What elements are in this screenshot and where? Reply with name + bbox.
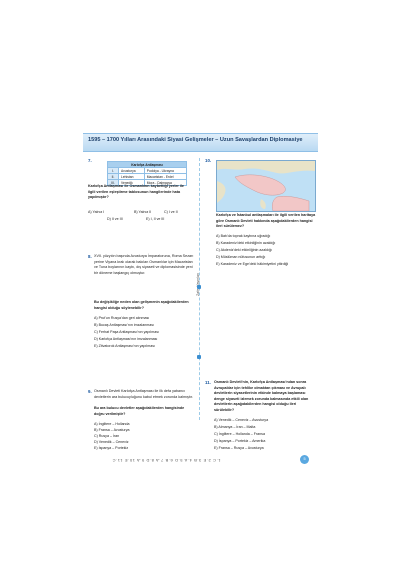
question-9-number: 9. (88, 389, 92, 394)
q7-table (107, 161, 187, 186)
question-9-stem: Osmanlı Devleti Karlofça Antlaşması ile ilk defa yabancı devletlerin ara bulucuyluğunu kabul etmek zorunda kalmıştır. (94, 389, 194, 399)
option-c[interactable]: C) Rusya – İran (94, 434, 120, 438)
table-cell: Mora - Dalmaçya (144, 180, 186, 186)
q7-table-title: Karlofça Antlaşması (108, 162, 187, 168)
question-11-number: 11. (205, 380, 211, 385)
table-cell: Macaristan - Erdel (144, 174, 186, 180)
ottoman-territory (235, 175, 285, 195)
option-e[interactable]: E) İspanya – Portekiz (94, 446, 129, 450)
question-8-number: 8. (88, 254, 92, 259)
option-b[interactable]: B) Yalnız II (134, 210, 152, 214)
question-11-stem: Osmanlı Devleti'nin, Karlofça Antlaşması'ndan sonra Avrupalılar için tehlike olmaktan çıkması ve Avrupalı devletlerin siyasetlerinin etkinde kalmaya başlaması denge siyaseti izlemek zorunda kalmasında etkili olan devletlerin aşağıdakilerden hangisi olduğu ileri sürülebilir? (214, 380, 309, 412)
table-cell: Avusturya (119, 168, 145, 174)
option-c[interactable]: C) Ferhat Paşa Antlaşması'nın yapılması (94, 330, 160, 334)
question-7-number: 7. (88, 158, 92, 163)
question-8-question: Bu değişikliğe neden olan gelişmenin aşağıdakilerden hangisi olduğu söylenebilir? (94, 300, 189, 310)
option-e[interactable]: E) Zitvatorok Antlaşması'nın yapılması (94, 344, 156, 348)
option-a[interactable]: A) Yalnız I (88, 210, 105, 214)
table-cell: III. (108, 180, 119, 186)
table-cell: I. (108, 168, 119, 174)
table-cell: Podolya - Ukrayna (144, 168, 186, 174)
option-c[interactable]: C) Akdeniz'deki etkinliğinin azaldığı (216, 248, 273, 252)
option-e[interactable]: E) Fransa – Rusya – Avusturya (214, 446, 264, 450)
option-b[interactable]: B) Fransa – Avusturya (94, 428, 130, 432)
table-cell: II. (108, 174, 119, 180)
divider-marker (197, 285, 201, 289)
option-d[interactable]: D) Venedik – Ceneviz (94, 440, 129, 444)
page-number: 5 (300, 455, 309, 464)
option-a[interactable]: A) Venedik – Ceneviz – Avusturya (214, 418, 269, 422)
option-a[interactable]: A) Prut'un Rusya'dan geri alınması (94, 316, 150, 320)
anatolia-territory (272, 196, 309, 211)
option-d[interactable]: D) II ve III (107, 217, 123, 221)
question-10-stem: Karlofça ve İstanbul antlaşmaları ile ilgili verilen haritaya göre Osmanlı Devleti hakkında aşağıdakilerden hangisi ileri sürülemez? (216, 213, 316, 229)
question-9-question: Bu ara bulucu devletler aşağıdakilerden hangisinde doğru verilmiştir? (94, 406, 185, 416)
option-a[interactable]: A) İngiltere – Hollanda (94, 422, 130, 426)
option-e[interactable]: E) Karadeniz ve Ege'deki hâkimiyetini yitirdiği (216, 262, 289, 266)
land-west (217, 181, 226, 203)
table-cell: Venedik (119, 180, 145, 186)
question-8-stem: XVII. yüzyılın başında Avusturya İmparatoruna, Roma Sezarı yerine Viyana kralı olarak bakılan Osmanlılar için Macaristan ve Tuna boylarının kaybı, dış siyaseti ve diplomasisinde yeni bir döneme başlangıç olmuştur. (94, 254, 194, 275)
land-north (217, 161, 315, 173)
answer-key-strip: 1.C 2.E 3.B 4.A 5.D 6.B 7.A 8.D 9.A 10.E 11.C (112, 458, 221, 463)
table-cell: Lehistan (119, 174, 145, 180)
option-b[interactable]: B) Karadeniz'deki etkinliğinin azaldığı (216, 241, 276, 245)
option-d[interactable]: D) Karlofça Antlaşması'nın imzalanması (94, 337, 158, 341)
option-c[interactable]: C) I ve II (164, 210, 178, 214)
option-d[interactable]: D) İspanya – Portekiz – Amerika (214, 439, 266, 443)
question-10-number: 10. (205, 158, 212, 163)
question-7-stem: Karlofça Antlaşması ile Osmanlının kaybettiği yerler ile ilgili verilen eşleştirme tablosunun hangilerinde hata yapılmıştır? (88, 184, 184, 200)
option-b[interactable]: B) Bucaş Antlaşması'nın imzalanması (94, 323, 155, 327)
page-title: 1595 – 1700 Yılları Arasındaki Siyasi Gelişmeler – Uzun Savaşlardan Diplomasiye (88, 137, 303, 143)
option-e[interactable]: E) I, II ve III (146, 217, 165, 221)
divider-marker (197, 355, 201, 359)
greek-peninsula (260, 199, 266, 209)
option-a[interactable]: A) Batı'da toprak kaybına uğradığı (216, 234, 271, 238)
option-d[interactable]: D) Müslüman nüfusunun arttığı (216, 255, 266, 259)
option-b[interactable]: B) Almanya – İran – Malta (214, 425, 256, 429)
option-c[interactable]: C) İngiltere – Hollanda – Fransa (214, 432, 265, 436)
historical-map (216, 160, 316, 212)
